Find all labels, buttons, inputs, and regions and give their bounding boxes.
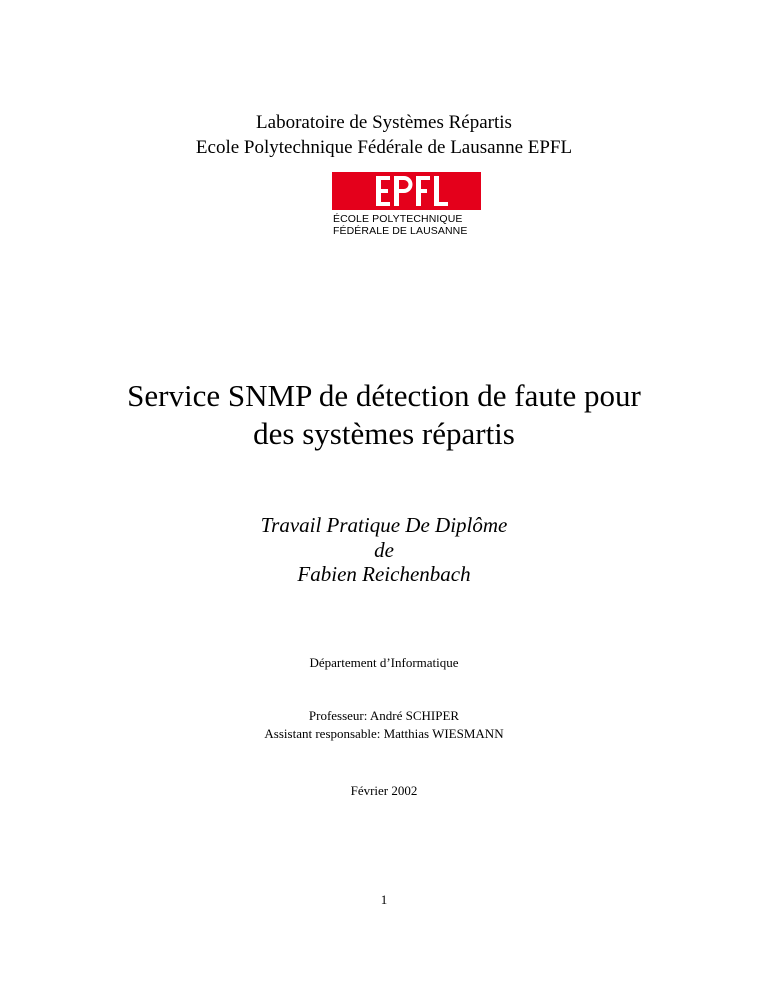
by-word: de xyxy=(374,538,394,562)
department: Département d’Informatique xyxy=(309,655,459,670)
assistant: Assistant responsable: Matthias WIESMANN xyxy=(264,726,504,741)
epfl-logo xyxy=(332,172,481,242)
epfl-logo-caption-line-2: FÉDÉRALE DE LAUSANNE xyxy=(333,225,468,237)
author-name: Fabien Reichenbach xyxy=(297,562,471,586)
lab-name: Laboratoire de Systèmes Répartis xyxy=(256,112,512,133)
epfl-logo-caption-line-1: ÉCOLE POLYTECHNIQUE xyxy=(333,213,463,225)
date: Février 2002 xyxy=(350,783,418,798)
work-type: Travail Pratique De Diplôme xyxy=(260,513,508,537)
epfl-logo-letters xyxy=(332,172,481,210)
page-number: 1 xyxy=(380,892,388,907)
document-title-line-2: des systèmes répartis xyxy=(253,416,515,451)
school-name: Ecole Polytechnique Fédérale de Lausanne EPFL xyxy=(195,137,573,158)
document-title-line-1: Service SNMP de détection de faute pour xyxy=(127,378,641,413)
epfl-logo-mark xyxy=(332,172,481,210)
professor: Professeur: André SCHIPER xyxy=(308,708,460,723)
